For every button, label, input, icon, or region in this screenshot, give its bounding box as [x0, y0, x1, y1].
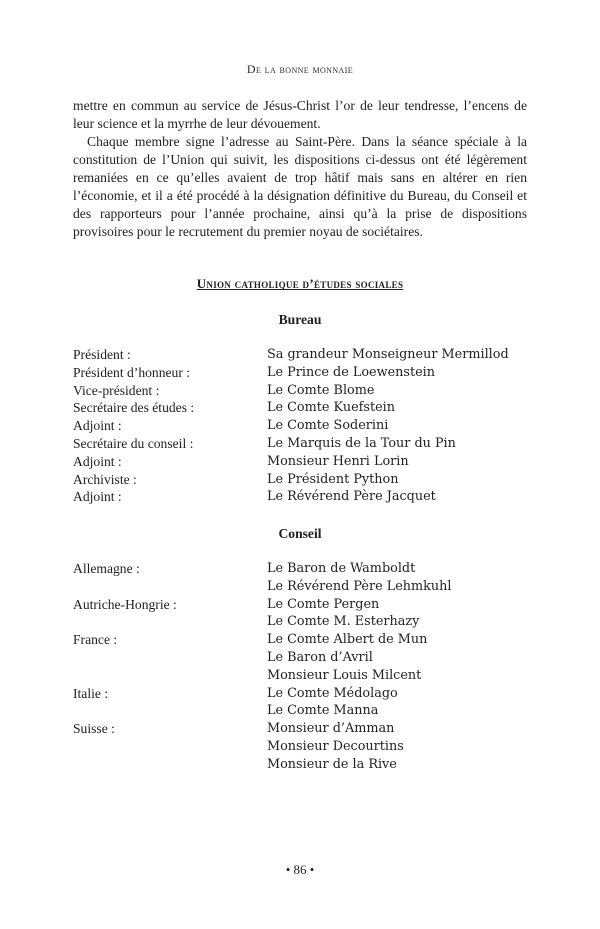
role-label: Secrétaire des études :	[73, 400, 195, 416]
country-label: Allemagne :	[73, 561, 140, 576]
member-name: Le Comte Albert de Mun	[267, 632, 428, 648]
member-name: Monsieur Decourtins	[267, 738, 404, 754]
role-label: Président d’honneur :	[73, 364, 191, 380]
country-label	[73, 578, 267, 596]
roster-row	[73, 435, 533, 453]
role-label: Archiviste :	[73, 471, 137, 487]
bureau-list	[73, 346, 533, 506]
member-name: Le Révérend Père Lehmkuhl	[267, 578, 452, 594]
member-name: Sa grandeur Monseigneur Mermillod	[267, 347, 509, 362]
conseil-list	[73, 560, 533, 774]
roster-row	[73, 720, 533, 738]
country-label	[73, 649, 267, 667]
country-label: Suisse :	[73, 721, 115, 737]
member-name: Monsieur Henri Lorin	[267, 453, 409, 469]
roster-row	[73, 364, 533, 382]
page-number: • 86 •	[285, 862, 315, 877]
member-name: Le Révérend Père Jacquet	[267, 489, 436, 505]
country-label: France :	[73, 632, 118, 648]
roster-row	[73, 702, 533, 720]
member-name: Le Comte Pergen	[267, 596, 380, 612]
roster-row	[73, 667, 533, 685]
role-label: Adjoint :	[73, 418, 122, 434]
country-label	[73, 667, 267, 685]
body-text	[73, 97, 527, 241]
member-name: Le Baron de Wamboldt	[267, 561, 416, 576]
roster-row	[73, 649, 533, 667]
roster-row	[73, 382, 533, 400]
role-label: Vice-président :	[73, 382, 160, 398]
country-label	[73, 702, 267, 720]
section-title: Union catholique d’études sociales	[196, 276, 404, 291]
roster-row	[73, 399, 533, 417]
member-name: Le Comte Médolago	[267, 685, 398, 701]
country-label	[73, 756, 267, 774]
running-head: De la bonne monnaie	[246, 62, 354, 76]
paragraph: Chaque membre signe l’adresse au Saint-Père. Dans la séance spéciale à la constitution de l’Union qui suivit, les dispositions ci-dessus ont été légèrement remaniées en ce qu’elles avaient de trop hâtif mais sans en altérer en rien l’économie, et il a été procédé à la désignation définitive du Bureau, du Conseil et des rapporteurs pour l’année prochaine, ainsi qu’à la prise de dispositions provisoires pour le recrutement du premier noyau de sociétaires.	[73, 134, 527, 239]
member-name: Le Comte Soderini	[267, 418, 389, 434]
member-name: Monsieur Louis Milcent	[267, 667, 422, 683]
member-name: Le Président Python	[267, 471, 399, 487]
member-name: Le Comte Manna	[267, 703, 379, 719]
role-label: Secrétaire du conseil :	[73, 435, 194, 451]
roster-row	[73, 346, 533, 364]
country-label: Autriche-Hongrie :	[73, 596, 177, 612]
bureau-heading: Bureau	[278, 312, 322, 327]
member-name: Monsieur d’Amman	[267, 721, 395, 737]
roster-row	[73, 560, 533, 578]
member-name: Le Prince de Loewenstein	[267, 364, 436, 380]
member-name: Le Comte M. Esterhazy	[267, 614, 420, 630]
role-label: Président :	[73, 347, 131, 362]
paragraph: mettre en commun au service de Jésus-Christ l’or de leur tendresse, l’encens de leur science et la myrrhe de leur dévouement.	[73, 98, 527, 131]
role-label: Adjoint :	[73, 489, 122, 505]
conseil-heading: Conseil	[278, 526, 322, 541]
member-name: Le Comte Kuefstein	[267, 400, 395, 416]
country-label	[73, 613, 267, 631]
member-name: Le Baron d’Avril	[267, 649, 373, 665]
country-label	[73, 738, 267, 756]
roster-row	[73, 417, 533, 435]
roster-row	[73, 596, 533, 614]
roster-row	[73, 453, 533, 471]
member-name: Le Marquis de la Tour du Pin	[267, 435, 456, 451]
roster-row	[73, 756, 533, 774]
roster-row	[73, 488, 533, 506]
roster-row	[73, 631, 533, 649]
role-label: Adjoint :	[73, 453, 122, 469]
roster-row	[73, 685, 533, 703]
country-label: Italie :	[73, 685, 109, 701]
member-name: Le Comte Blome	[267, 382, 375, 398]
member-name: Monsieur de la Rive	[267, 756, 397, 772]
roster-row	[73, 578, 533, 596]
roster-row	[73, 613, 533, 631]
roster-row	[73, 738, 533, 756]
roster-row	[73, 471, 533, 489]
